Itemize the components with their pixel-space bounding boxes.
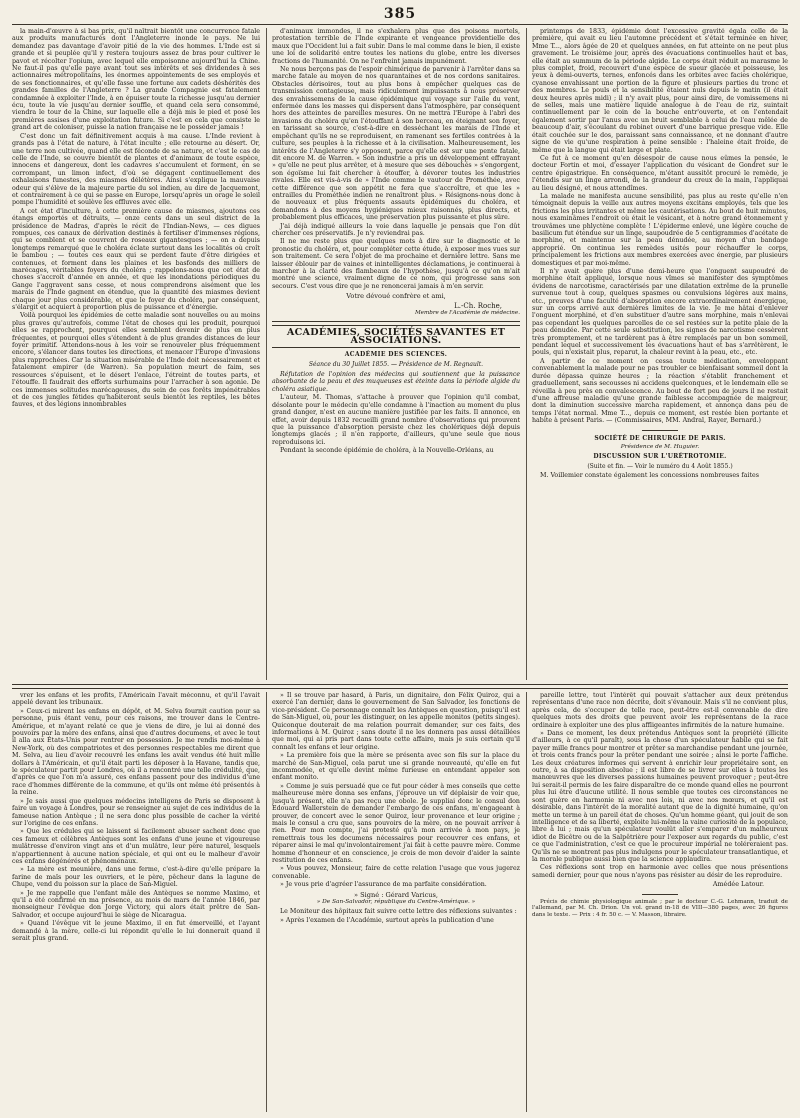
paragraph: A cet état d'inculture, à cette première cause de miasmes, ajoutons ces étangs emportés et détruits, — onze cents dans un seul district de la présidence de Madras, d'après le récit de l'Indian-News, — ces digues rompues, ces canaux de dérivation destinés à fertiliser d'immenses régions, qui se comblent et se couvrent de roseaux gigantesques ; — on a depuis longtemps remarqué que le choléra éclate surtout dans les localités où croît le bambou ; — toutes ces eaux qui se perdent faute d'être dirigées et contenues, et forment dans les plaines et les basfonds des milliers de marécages, véritables foyers du choléra ; rappelons-nous que cet état de choses s'accroît d'année en année, et que les inondations périodiques du Gange l'aggravent sans cesse, et nous comprendrons aisément que les marais de l'Inde gagnent en étendue, que la quantité des miasmes devient chaque jour plus considérable, et que le foyer du choléra, par conséquent, s'élargit et acquiert à proportion plus de puissance et d'énergie.	[12, 207, 260, 312]
paragraph: » Je sais aussi que quelques médecins intelligens de Paris se disposent à faire un voyage à Londres, pour se renseigner au sujet de ces individus de la fameuse nation Antèque ; il ne sera donc plus possible de cacher la vérité sur l'origine de ces enfans.	[12, 797, 260, 827]
header-rule	[12, 24, 788, 25]
top-column-1	[12, 28, 260, 680]
paragraph: Il ne me reste plus que quelques mots à dire sur le diagnostic et le pronostic du choléra, et, pour compléter cette étude, à exposer mes vues sur son traitement. Ce sera l'objet de ma prochaine et dernière lettre. Sans me laisser éblouir par de vaines et inintelligentes déclamations, je continuerai à marcher à la clarté des flambeaux de l'hypothèse, jusqu'à ce qu'on m'ait montré une science, vraiment digne de ce nom, qui progresse sans son secours. C'est vous dire que je ne renoncerai jamais à m'en servir.	[272, 238, 520, 290]
paragraph: » Vous pouvez, Monsieur, faire de cette relation l'usage que vous jugerez convenable.	[272, 865, 520, 880]
paragraph: » Je vous prie d'agréer l'assurance de ma parfaite considération.	[280, 881, 487, 889]
society-title: SOCIÉTÉ DE CHIRURGIE DE PARIS.	[594, 434, 726, 442]
paragraph: La malade ne manifesta aucune sensibilité, pas plus au reste qu'elle n'en témoignait depuis la veille aux autres moyens excitans employés, tels que les frictions les plus irritantes et même les cautérisations. Au bout de huit minutes, nous examinâmes l'endroit où était le vésicant, et à notre grand étonnement y trouvâmes une phlyctène complète ! L'épiderme enlevé, une légère couche de basilicum fut étendue sur un linge, saupoudrée de 5 centigrammes d'acétate de morphine, et maintenue sur la peau dénudée, au moyen d'un bandage approprié. On continua les remèdes usités pour réchauffer le corps, principalement les frictions aux membres exercées avec énergie, par plusieurs domestiques et par moi-même.	[532, 192, 788, 267]
paragraph: » La première fois que la mère se présenta avec son fils sur la place du marché de San-Miguel, cela parut une si grande nouveauté, qu'elle en fut incommodée, et qu'elle devint même furieuse en entendant appeler son enfant monito.	[272, 752, 520, 782]
editor-signoff: Amédée Latour.	[712, 880, 764, 889]
academy-session: Séance du 30 Juillet 1855. — Présidence de M. Regnault.	[308, 360, 484, 368]
paragraph: pareille lettre, tout l'intérêt qui pouvait s'attacher aux deux prétendus représentans d'une race non décrite, doit s'évanouir. Mais s'il ne convient plus, après cela, de s'occuper de telle race, peut-être est-il convenable de dire quelques mots des droits que peuvent avoir les représentans de la race ordinaire à exploiter une des plus affligeantes infirmités de la nature humaine.	[532, 692, 788, 729]
paragraph: » La mère est meunière, dans une ferme, c'est-à-dire qu'elle prépare la farine de maïs pour les ouvriers, et le père, pêcheur dans la lagune de Chupe, vend du poisson sur la place de San-Miguel.	[12, 866, 260, 889]
paragraph: L'auteur, M. Thomas, s'attache à prouver que l'opinion qu'il combat, désolante pour le médecin qu'elle condamne à l'inaction au moment du plus grand danger, n'est en aucune manière justifiée par les faits. Il annonce, en effet, avoir depuis 1832 recueilli grand nombre d'observations qui prouvent que la puissance d'absorption persiste chez les cholériques déjà depuis longtemps glacés ; il n'en rapporte, d'ailleurs, qu'une seule que nous reproduisons ici.	[272, 394, 520, 446]
paragraph: » Je me rappelle que l'enfant mâle des Antèques se nomme Maximo, et qu'il a été confirmé en ma présence, au mois de mars de l'année 1846, par monseigneur l'évêque don Jorge Victory, qui alors était prêtre de San-Salvador, et occupe aujourd'hui le siège de Nicaragua.	[12, 889, 260, 919]
column-rule	[266, 692, 267, 1112]
discussion-note: (Suite et fin. — Voir le numéro du 4 Août 1855.)	[587, 462, 733, 470]
discussion-title: DISCUSSION SUR L'URÉTROTOMIE.	[593, 453, 727, 461]
bottom-column-2	[272, 692, 520, 1112]
paragraph: » Après l'examen de l'Académie, surtout après la publication d'une	[280, 916, 494, 924]
page-number: 385	[383, 6, 417, 22]
author-role: Membre de l'Académie de médecine.	[414, 310, 520, 317]
paragraph: Ce fut à ce moment qu'en désespoir de cause nous eûmes la pensée, le docteur Fortin et moi, d'essayer l'application du vésicant de Gondret sur le centre épigastrique. En conséquence, m'étant aussitôt procuré le remède, je l'étendis sur un linge arrondi, de la grandeur du creux de la main, l'appliquai au lieu désigné, et nous attendîmes.	[532, 154, 788, 192]
paragraph: » Que les crédules qui se laissent si facilement abuser sachent donc que ces fameux et célèbres Antèques sont les enfans d'une jeune et vigoureuse mulâtresse d'environ vingt ans et d'un mulâtre, leur père naturel, lesquels n'appartiennent à aucune nation spéciale, et qui ont eu le malheur d'avoir ces enfans dégénérés et phénoménaux.	[12, 828, 260, 865]
separator-rule	[642, 430, 678, 431]
paragraph: vrer les enfans et les profits, l'Américain l'avait méconnu, et qu'il l'avait appelé devant les tribunaux.	[12, 692, 260, 707]
paragraph: M. Voillemier constate également les concessions nombreuses faites	[540, 472, 759, 480]
academy-title: ACADÉMIE DES SCIENCES.	[344, 351, 448, 359]
paragraph: d'animaux immondes, il ne s'exhalera plus que des poisons mortels, protestation terrible de l'Inde expirante et vengeance providentielle des maux que l'Occident lui a fait subir. Dans le mal comme dans le bien, il existe une loi de solidarité entre toutes les nations du globe, entre les diverses fractions de l'humanité. On ne l'enfreint jamais impunément.	[272, 28, 520, 65]
section-rule	[272, 321, 520, 326]
column-rule	[526, 28, 527, 680]
feuilleton-rule	[12, 684, 788, 689]
paragraph: Il n'y avait guère plus d'une demi-heure que l'onguent saupoudré de morphine était appliqué, lorsque nous vîmes se manifester des symptômes évidens de narcotisme, caractérisés par une dilatation extrême de la prunelle survenue tout à coup, quelques spasmes ou convulsions légères aux mains, etc., preuves d'une faculté d'absorption encore extraordinairement énergique, sur un corps arrivé aux dernières limites de la vie. Je me hâtai d'enlever l'onguent morphiné, et d'en substituer d'autre sans morphine, mais n'enlevai pas cependant les quelques parcelles de ce sel restées sur la petite plaie de la peau dénudée. Par cette seule substitution, les signes de narcotisme cessèrent très promptement, et ne tardèrent pas à être remplacés par un bon sommeil, pendant lequel et successivement les évacuations haut et bas s'arrêtèrent, le pouls, qui n'existait plus, reparut, la chaleur revint à la peau, etc., etc.	[532, 268, 788, 357]
paragraph: » Il se trouve par hasard, à Paris, un dignitaire, don Félix Quiroz, qui a exercé l'an dernier, dans le gouvernement de San Salvador, les fonctions de vice-président. Ce personnage connaît les Antèques en question, puisqu'il est de San-Miguel, où, pour les distinguer, on les appelle monitos (petits singes). Quiconque douterait de ma relation pourrait demander, sur ces faits, des informations à M. Quiroz ; sans doute il ne les donnera pas aussi détaillées que moi, qui ai pris part dans toute cette affaire, mais je suis certain qu'il connaît les enfans et leur origine.	[272, 692, 520, 751]
column-rule	[526, 692, 527, 1112]
paragraph: » Ceux-ci mirent les enfans en dépôt, et M. Selva fournit caution pour sa personne, puis étant venu, pour ces raisons, me trouver dans le Centre-Amérique, et m'ayant relaté ce que je viens de dire, je lui ai donné des pouvoirs par la mère des enfans, ainsi que d'autres documens, et avec le tout il alla aux États-Unis pour rentrer en possession. Je me rendis moi-même à New-York, où des compatriotes et des personnes respectables me dirent que M. Selva, au lieu d'avoir recouvré les enfans les avait vendus été huit mille dollars à l'Américain, et qu'il était parti les déposer à la Havane, tandis que, le spéculateur partit pour Londres, où il a rencontré une telle crédulité, que, d'après ce que l'on m'a assuré, ces enfans passent pour des individus d'une race d'hommes différente de la commune, et qu'ils ont même été présentés à la reine.	[12, 707, 260, 797]
separator-rule	[642, 894, 678, 895]
paragraph: printemps de 1833, épidémie dont l'excessive gravité égala celle de la première, qui avait eu lieu l'automne précédent et s'était terminée en hiver, Mme T..., alors âgée de 20 et quelques années, en fut atteinte on ne peut plus gravement. Le troisième jour, après des évacuations continuelles haut et bas, elle était au summum de la période algide. Le corps était réduit au marasme le plus complet, froid, recouvert d'une espèce de sueur glacée et poisseuse, les yeux à demi-ouverts, ternes, enfoncés dans les orbites avec facies cholérique, cyanose envahissant une portion de la figure et plusieurs parties du tronc et des membres. Le pouls et la sensibilité étaient nuls depuis le matin (il était deux heures après midi) ; il n'y avait plus, pour ainsi dire, de vomissemens ni de selles, mais une matière liquide analogue à de l'eau de riz, suintait continuellement par le coin de la bouche entr'ouverte, et on l'entendait également sortir par l'anus avec un bruit semblable à celui de l'eau mêlée de beaucoup d'air, s'écoulant du robinet ouvert d'une barrique presque vide. Elle était couchée sur le dos, paraissant sans connaissance, et ne donnant d'autre signe de vie qu'une respiration à peine sensible : l'haleine était froide, de même que la langue qui était large et plate.	[532, 28, 788, 154]
bottom-column-3	[532, 692, 788, 1112]
paragraph: » Quand l'évêque vit le jeune Maximo, il en fut émerveillé, et l'ayant demandé à la mère, celle-ci lui répondit qu'elle le lui donnerait quand il serait plus grand.	[12, 920, 260, 942]
section-rule	[272, 347, 520, 348]
academy-abstract: Réfutation de l'opinion des médecins qui soutiennent que la puissance absorbante de la peau et des muqueuses est éteinte dans la période algide du choléra asiatique.	[272, 371, 520, 393]
paragraph: A partir de ce moment on cessa toute médication, enveloppant convenablement la malade pour ne pas troubler ce bienfaisant sommeil dont la durée dépassa quinze heures ; la réaction s'établit franchement et graduellement, sans secousses ni accidens quelconques, et le lendemain elle se réveilla à peu près en convalescence. Au bout de fort peu de jours il ne restait d'une affreuse maladie qu'une grande faiblesse accompagnée de maigreur, dont la diminution successive marcha rapidement, et annonça dans peu de temps l'état normal. Mme T..., depuis ce moment, est restée bien portante et habite à présent Paris. — (Commissaires, MM. Andral, Rayer, Bernard.)	[532, 357, 788, 425]
letter-signature: » Signé : Gérard Varicus,	[353, 890, 439, 899]
top-column-3	[532, 28, 788, 680]
section-title: ACADÉMIES, SOCIÉTÉS SAVANTES ET ASSOCIATIONS.	[286, 327, 506, 346]
society-presidence: Présidence de M. Huguier.	[620, 443, 700, 450]
closing-line: Votre dévoué confrère et ami,	[346, 292, 446, 301]
paragraph: Ne nous berçons pas de l'espoir chimérique de parvenir à l'arrêter dans sa marche fatale au moyen de nos quarantaines et de nos cordons sanitaires. Obstacles dérisoires, tout au plus bons à empêcher quelques cas de transmission contagieuse, mais ridiculement impuissants à nous préserver des envahissemens de la cause épidémique qui voyage sur l'aile du vent, enfermée dans les masses qui dispersent dans l'atmosphère, par conséquent hors des atteintes de pareilles mesures. On ne mettra l'Europe à l'abri des invasions du choléra qu'en l'étouffant à son berceau, en éteignant son foyer, en tarissant sa source, c'est-à-dire en desséchant les marais de l'Inde et empêchant qu'ils ne se reproduisent, en ramenant ses fertiles contrées à la culture, ses peuples à la richesse et à la civilisation. Malheureusement, les intérêts de l'Angleterre s'y opposent, parce qu'elle est sur une pente fatale, dit encore M. de Warren. « Son industrie a pris un développement effrayant » qu'elle ne peut plus arrêter, et à mesure que ses débouchés » s'engorgent, son égoïsme lui fait chercher à étouffer, à dévorer toutes les industries rivales. Elle est vis-à-vis de » l'Inde comme le vautour de Prométhée, avec cette différence que son appétit ne fera que s'accroître, et que les » entrailles du Prométhée indien ne renaîtront plus. » Résignons-nous donc à de nouveaux et plus fréquents assauts épidémiques du choléra, et demandons à des moyens hygiéniques mieux raisonnés, plus directs, et probablement plus efficaces, une préservation plus puissante et plus sûre.	[272, 66, 520, 222]
paragraph: » Dans ce moment, les deux prétendus Antèques sont la propriété (illicite d'ailleurs, à ce qu'il paraît), sous la chose d'un spéculateur habile qui se fait payer mille francs pour montrer et prêter sa marchandise pendant une journée, et trois cents francs pour la prêter pendant une soirée ; ainsi le porte l'affiche. Les deux créatures informes qui servent à enrichir leur propriétaire sont, en outre, à sa disposition absolue ; il est libre de se livrer sur elles à toutes les manœuvres que les diverses passions humaines peuvent provoquer ; peut-être lui serait-il permis de les faire disparaître de ce monde quand elles ne pourront plus lui être d'aucune utilité. Il nous semble que toutes ces circonstances ne sont guère en harmonie ni avec nos lois, ni avec nos mœurs, et qu'il est désirable, dans l'intérêt de la moralité autant que de la dignité humaine, qu'on mette un terme à un pareil état de choses. Qu'un homme géant, qui jouit de son intelligence et de sa liberté, exploite lui-même la vaine curiosité de la populace, libre à lui ; mais qu'un spéculateur voulût aller s'emparer d'un malheureux idiot de Bicêtre ou de la Salpêtrière pour l'exposer aux regards du public, c'est ce que l'administration, c'est ce que le procureur impérial ne toléreraient pas. Qu'ils ne se montrent pas plus indulgens pour le spéculateur transatlantique, et la morale publique aussi bien que la science applaudira.	[532, 730, 788, 863]
author-name: L.-Ch. Roche,	[454, 301, 502, 310]
paragraph: Pendant la seconde épidémie de choléra, à la Nouvelle-Orléans, au	[280, 447, 494, 455]
letter-signature-origin: » De San-Salvador, république du Centre-Amérique. »	[316, 898, 476, 905]
paragraph: la main-d'œuvre à si bas prix, qu'il naîtrait bientôt une concurrence fatale aux produits manufacturés dont l'Angleterre inonde le pays. Ne lui demandez pas davantage d'avoir pitié de la vie des hommes. L'Inde est si grande et si peuplée qu'il y restera toujours assez de bras pour cultiver le pavot et récolter l'opium, avec lequel elle empoisonne aujourd'hui la Chine. Ne faut-il pas qu'elle paye avant tout ses intérêts et ses dividendes à ses actionnaires métropolitains, les énormes appointements de ses employés et de ses fonctionnaires, et qu'elle fasse une fortune aux cadets déshérités des grandes familles de l'Angleterre ? La grande Compagnie est fatalement condamnée à exploiter l'Inde, à en épuiser toute la richesse jusqu'au dernier écu, toute la vie jusqu'au dernier souffle, et quand cela sera consommé, viendra le tour de la Chine, sur laquelle elle a déjà mis le pied et posé les premières assises d'une exploitation future. Si c'est en cela que consiste le grand art de coloniser, puisse la nation française ne le posséder jamais !	[12, 28, 260, 132]
paragraph: Le Moniteur des hôpitaux fait suivre cette lettre des réflexions suivantes :	[280, 908, 517, 916]
bottom-column-1	[12, 692, 260, 1112]
paragraph: C'est donc un fait définitivement acquis à ma cause. L'Inde revient à grands pas à l'état de nature, à l'état inculte ; elle retourne au désert. Or, une terre non cultivée, quand elle est féconde de sa nature, et c'est le cas de celle de l'Inde, se couvre bientôt de plantes et d'animaux de toute espèce, innocens et dangereux, dont les cadavres s'accumulent et forment, en se corrompant, un limon infect, d'où se dégagent continuellement des exhalaisons funestes, des miasmes délétères. Ainsi s'explique la mauvaise odeur qui s'élève de la majeure partie du sol indien, au dire de Jacquemont, et contrairement à ce qui se passe en Europe, lorsqu'après un orage le soleil pompe l'humidité et soulève les effluves avec elle.	[12, 132, 260, 207]
paragraph: » Comme je suis persuadé que ce fut pour céder à mes conseils que cette malheureuse mère donna ses enfans, j'éprouve un vif déplaisir de voir que, jusqu'à présent, elle n'a pas reçu une obole. Je suppliai donc le consul don Edouard Wallerstein de demander l'embargo de ces enfans, m'engageant à prouver, de concert avec le senor Quiroz, leur provenance et leur origine ; mais le consul a cru que, sans pouvoirs de la mère, on ne pouvait arriver à rien. Pour mon compte, j'ai protesté qu'à mon arrivée à mon pays, je remettrais tous les documens nécessaires pour recouvrer ces enfans, et réparer ainsi le mal qu'involontairement j'ai fait à cette pauvre mère. Comme homme d'honneur et en conscience, je crois de mon devoir d'aider la sainte restitution de ces enfans.	[272, 782, 520, 864]
paragraph: Voilà pourquoi les épidémies de cette maladie sont nouvelles ou au moins plus graves qu'autrefois, comme l'état de choses qui les produit, pourquoi elles se rapprochent, pourquoi elles semblent devenir de plus en plus fréquentes, et pourquoi elles s'étendent à de plus grandes distances de leur foyer primitif. Attendons-nous à les voir se renouveler plus fréquemment encore, s'élancer dans toutes les directions, et menacer l'Europe d'invasions plus rapprochées. Car la situation misérable de l'Inde doit nécessairement et fatalement empirer (de Warren). Sa population meurt de faim, ses ressources s'épuisent, et le désert l'enlace, l'étreint de toutes parts, et l'étouffe. Il faudrait des efforts surhumains pour l'arracher à son agonie. De ces immenses solitudes marécageuses, du sein de ces forêts impénétrables et de ces jungles fétides qu'habiteront seuls bientôt les reptiles, les bêtes fauves, et des légions innombrables	[12, 312, 260, 409]
paragraph: J'ai déjà indiqué ailleurs la voie dans laquelle je pensais que l'on dût chercher ces préservatifs. Je n'y reviendrai pas.	[272, 222, 520, 237]
column-rule	[266, 28, 267, 680]
paragraph: Ces réflexions sont trop en harmonie avec celles que nous présentions samedi dernier, pour que nous n'ayons pas résister au désir de les reproduire.	[532, 864, 788, 879]
book-notice: Précis de chimie physiologique animale ; par le docteur C.-G. Lehmann, traduit de l'allemand, par M. Ch. Drion. Un vol. grand in-18 de VIII—380 pages, avec 26 figures dans le texte. — Prix : 4 fr. 50 c. — V. Masson, libraire.	[532, 898, 788, 918]
top-column-2	[272, 28, 520, 680]
